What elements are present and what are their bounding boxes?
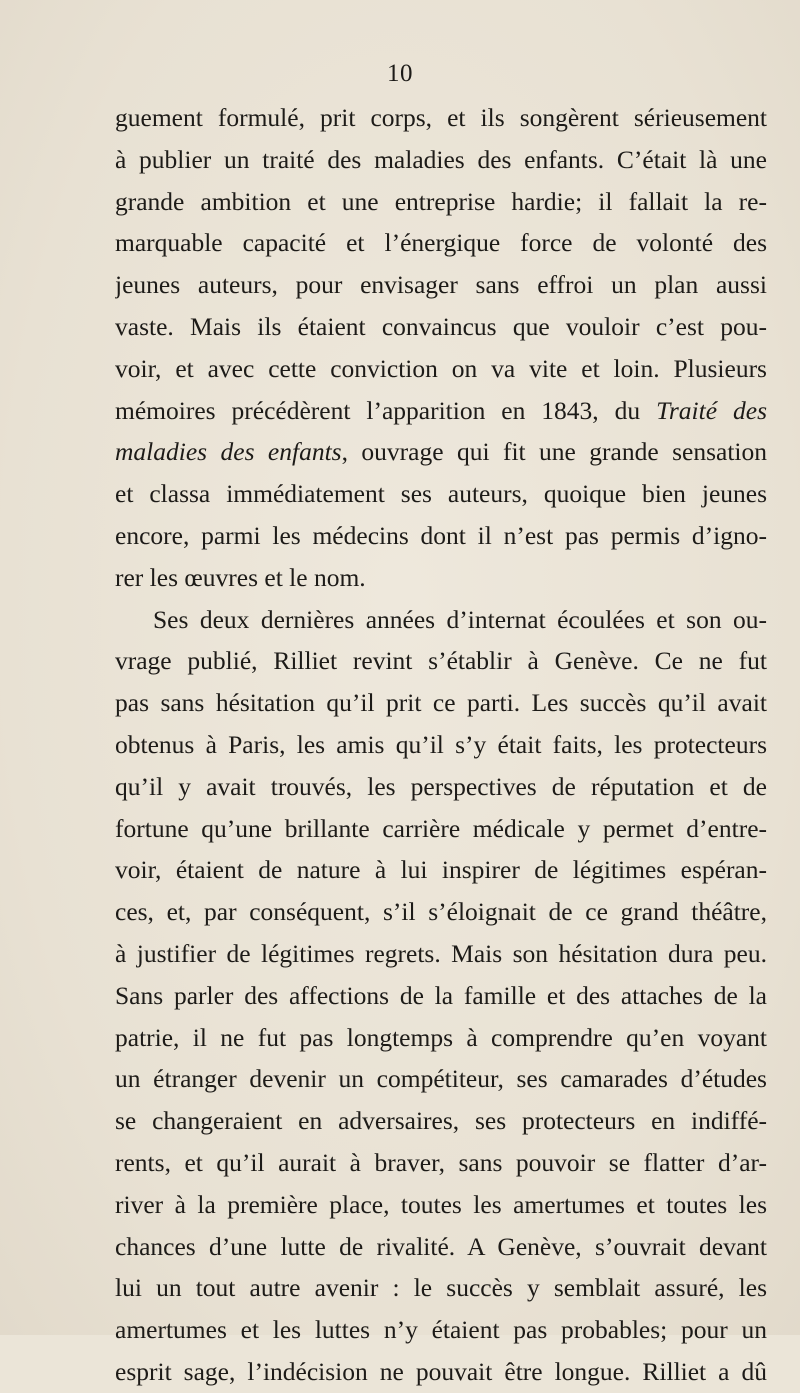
text-line — [115, 390, 767, 432]
text-segment: fortune qu’une brillante carrière médicale y permet d’entre- — [115, 813, 767, 843]
text-segment: marquable capacité et l’énergique force de volonté des — [115, 228, 767, 258]
text-line — [115, 431, 767, 473]
text-segment: qu’il y avait trouvés, les perspectives de réputation et de — [115, 771, 767, 801]
italic-text: Traité des — [656, 395, 767, 425]
text-line — [115, 1226, 767, 1268]
text-segment: guement formulé, prit corps, et ils songèrent sérieusement — [115, 103, 767, 132]
text-segment: vrage publié, Rilliet revint s’établir à Genève. Ce ne fut — [115, 646, 767, 676]
text-segment: mémoires précédèrent l’apparition en 1843, du — [115, 395, 657, 425]
body-text — [115, 97, 767, 1393]
text-line — [115, 1017, 767, 1059]
text-line — [115, 640, 767, 682]
text-line — [115, 222, 767, 264]
text-line — [115, 682, 767, 724]
text-segment: Sans parler des affections de la famille et des attaches de la — [115, 980, 767, 1010]
text-line — [115, 1351, 767, 1393]
text-segment: amertumes et les luttes n’y étaient pas probables; pour un — [115, 1315, 767, 1345]
text-line — [115, 181, 767, 223]
text-line — [115, 808, 767, 850]
text-line — [115, 1184, 767, 1226]
text-segment: ces, et, par conséquent, s’il s’éloignait de ce grand théâtre, — [115, 897, 767, 927]
text-line — [115, 473, 767, 515]
text-segment: grande ambition et une entreprise hardie; il fallait la re- — [115, 186, 767, 216]
text-segment: se changeraient en adversaires, ses protecteurs en indiffé- — [115, 1106, 767, 1136]
text-segment: , ouvrage qui fit une grande sensation — [341, 437, 767, 467]
italic-text: maladies des enfants — [115, 437, 342, 467]
text-segment: patrie, il ne fut pas longtemps à comprendre qu’en voyant — [115, 1022, 767, 1052]
text-segment: Ses deux dernières années d’internat écoulées et son ou- — [153, 604, 767, 634]
text-line — [115, 975, 767, 1017]
text-segment: lui un tout autre avenir : le succès y semblait assuré, les — [115, 1273, 767, 1303]
text-line — [115, 1100, 767, 1142]
text-line — [115, 1309, 767, 1351]
text-line — [115, 515, 767, 557]
text-line — [115, 724, 767, 766]
text-segment: un étranger devenir un compétiteur, ses camarades d’études — [115, 1064, 767, 1094]
text-line — [115, 348, 767, 390]
text-line — [115, 97, 767, 139]
text-line — [115, 1058, 767, 1100]
text-line — [115, 933, 767, 975]
text-line — [115, 599, 767, 641]
text-segment: obtenus à Paris, les amis qu’il s’y était faits, les protecteurs — [115, 729, 767, 759]
text-line — [115, 139, 767, 181]
text-segment: pas sans hésitation qu’il prit ce parti. Les succès qu’il avait — [115, 688, 767, 718]
page-number: 10 — [387, 60, 413, 87]
text-line — [115, 849, 767, 891]
text-segment: esprit sage, l’indécision ne pouvait être longue. Rilliet a dû — [115, 1356, 767, 1386]
text-segment: voir, et avec cette conviction on va vite et loin. Plusieurs — [115, 353, 767, 383]
text-segment: river à la première place, toutes les amertumes et toutes les — [115, 1189, 767, 1219]
text-line — [115, 1142, 767, 1184]
text-segment: vaste. Mais ils étaient convaincus que vouloir c’est pou- — [115, 311, 767, 341]
text-segment: à justifier de légitimes regrets. Mais son hésitation dura peu. — [115, 938, 767, 968]
text-line — [115, 557, 767, 599]
text-line — [115, 766, 767, 808]
text-segment: rents, et qu’il aurait à braver, sans pouvoir se flatter d’ar- — [115, 1147, 767, 1177]
text-segment: à publier un traité des maladies des enfants. C’était là une — [115, 144, 767, 174]
text-segment: encore, parmi les médecins dont il n’est pas permis d’igno- — [115, 520, 767, 550]
text-segment: rer les œuvres et le nom. — [115, 562, 366, 592]
text-segment: voir, étaient de nature à lui inspirer de légitimes espéran- — [115, 855, 767, 885]
text-segment: jeunes auteurs, pour envisager sans effroi un plan aussi — [115, 270, 767, 300]
text-line — [115, 306, 767, 348]
text-segment: et classa immédiatement ses auteurs, quoique bien jeunes — [115, 479, 767, 509]
text-line — [115, 891, 767, 933]
text-line — [115, 264, 767, 306]
text-line — [115, 1267, 767, 1309]
text-segment: chances d’une lutte de rivalité. A Genève, s’ouvrait devant — [115, 1231, 767, 1261]
